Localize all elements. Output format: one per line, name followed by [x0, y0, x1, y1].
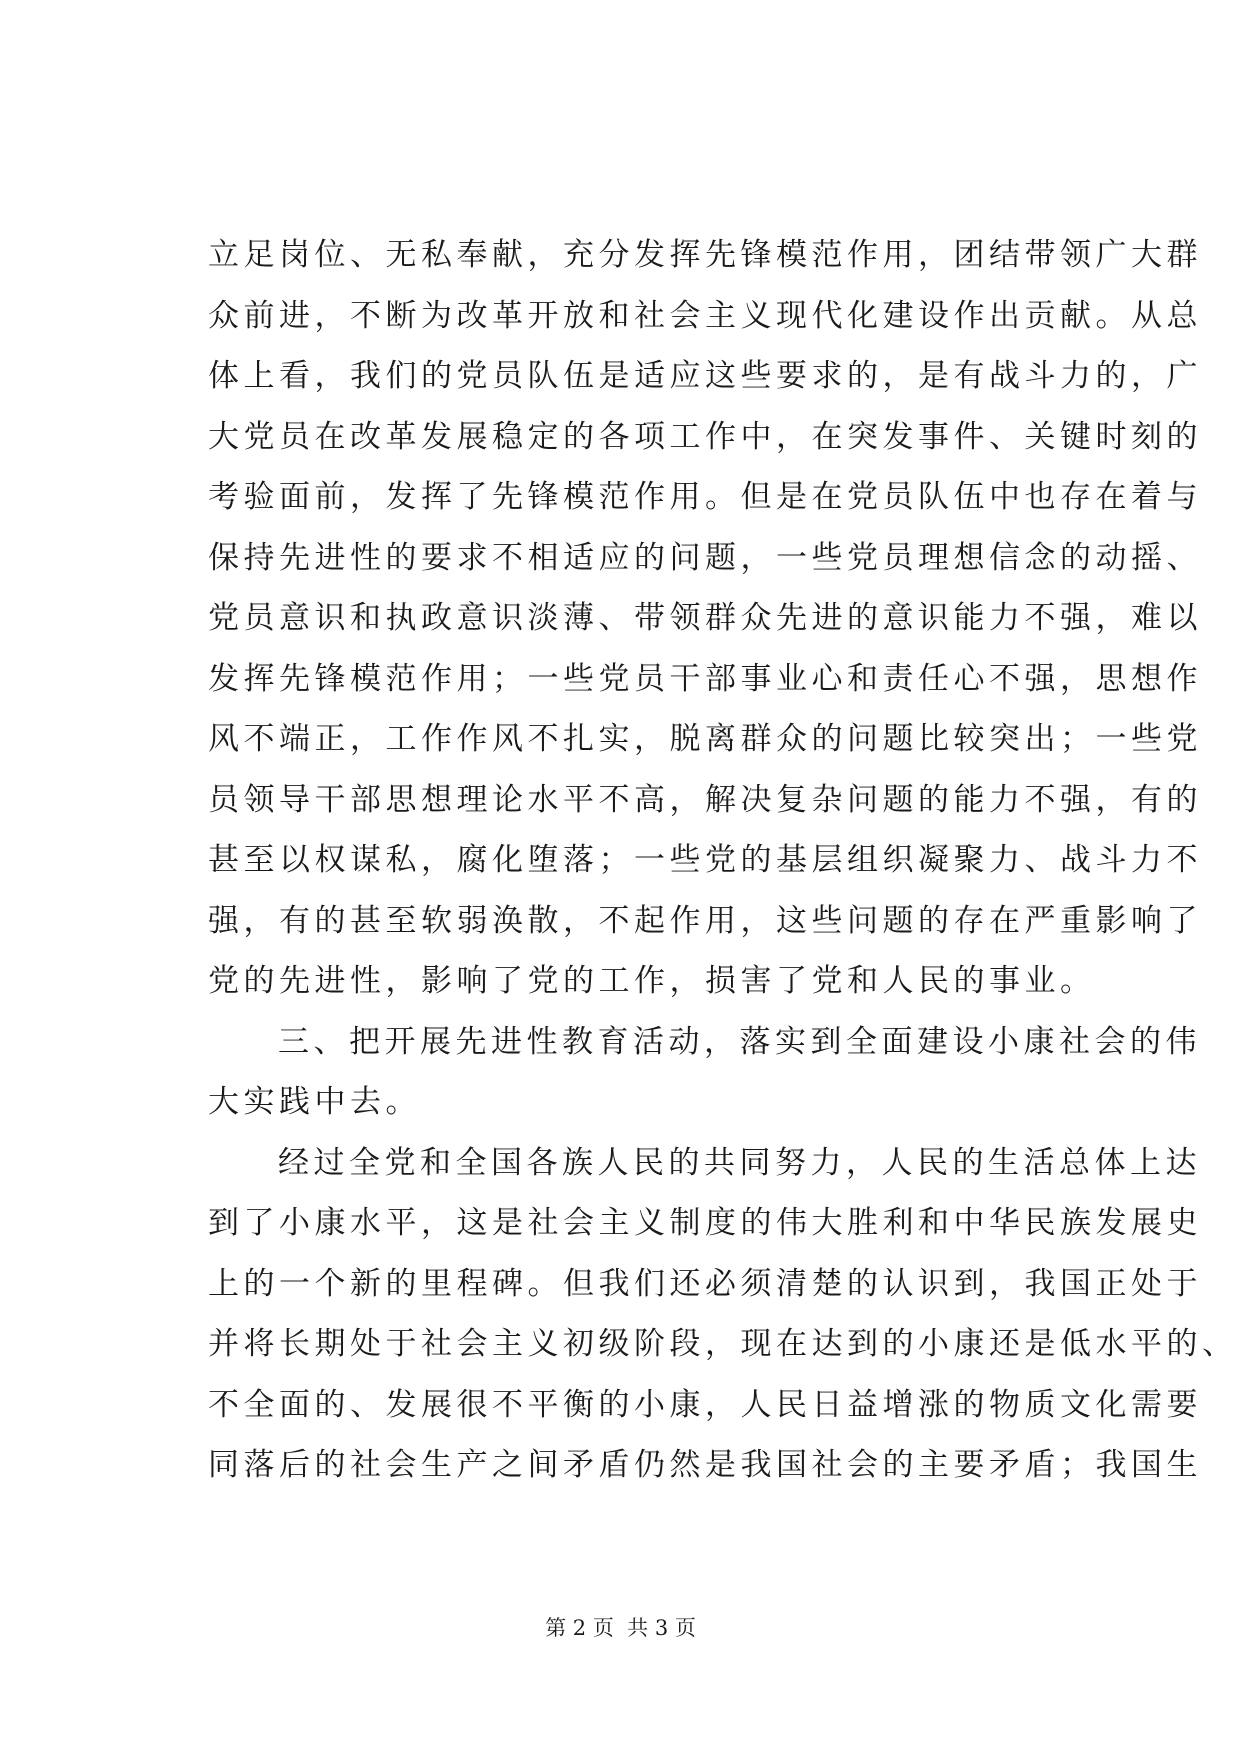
text-line: 甚至以权谋私，腐化堕落；一些党的基层组织凝聚力、战斗力不: [208, 842, 1202, 878]
section-heading-line: 大实践中去。: [208, 1084, 421, 1120]
text-line: 经过全党和全国各族人民的共同努力，人民的生活总体上达: [278, 1144, 1201, 1181]
text-line: 不全面的、发展很不平衡的小康，人民日益增涨的物质文化需要: [208, 1386, 1202, 1423]
document-body: [208, 225, 1238, 1496]
text-line: 员领导干部思想理论水平不高，解决复杂问题的能力不强，有的: [208, 781, 1202, 818]
section-heading-line: 三、把开展先进性教育活动，落实到全面建设小康社会的伟: [278, 1023, 1201, 1060]
page-number: 第 2 页 共 3 页: [545, 1616, 696, 1640]
text-line: 众前进，不断为改革开放和社会主义现代化建设作出贡献。从总: [208, 297, 1202, 334]
text-line: 体上看，我们的党员队伍是适应这些要求的，是有战斗力的，广: [208, 358, 1202, 394]
text-line: 考验面前，发挥了先锋模范作用。但是在党员队伍中也存在着与: [208, 479, 1202, 515]
text-line: 上的一个新的里程碑。但我们还必须清楚的认识到，我国正处于: [208, 1265, 1202, 1302]
text-line: 并将长期处于社会主义初级阶段，现在达到的小康还是低水平的、: [208, 1326, 1238, 1362]
text-line: 党员意识和执政意识淡薄、带领群众先进的意识能力不强，难以: [208, 600, 1202, 636]
text-line: 到了小康水平，这是社会主义制度的伟大胜利和中华民族发展史: [208, 1205, 1202, 1241]
page-footer: [0, 1612, 1241, 1642]
text-line: 保持先进性的要求不相适应的问题，一些党员理想信念的动摇、: [208, 539, 1202, 576]
text-line: 立足岗位、无私奉献，充分发挥先锋模范作用，团结带领广大群: [208, 237, 1202, 273]
text-line: 发挥先锋模范作用；一些党员干部事业心和责任心不强，思想作: [208, 660, 1202, 697]
text-line: 强，有的甚至软弱涣散，不起作用，这些问题的存在严重影响了: [208, 902, 1202, 939]
text-line: 风不端正，工作作风不扎实，脱离群众的问题比较突出；一些党: [208, 721, 1202, 757]
text-line: 党的先进性，影响了党的工作，损害了党和人民的事业。: [208, 963, 1096, 999]
text-line: 同落后的社会生产之间矛盾仍然是我国社会的主要矛盾；我国生: [208, 1447, 1202, 1483]
text-line: 大党员在改革发展稳定的各项工作中，在突发事件、关键时刻的: [208, 418, 1202, 455]
